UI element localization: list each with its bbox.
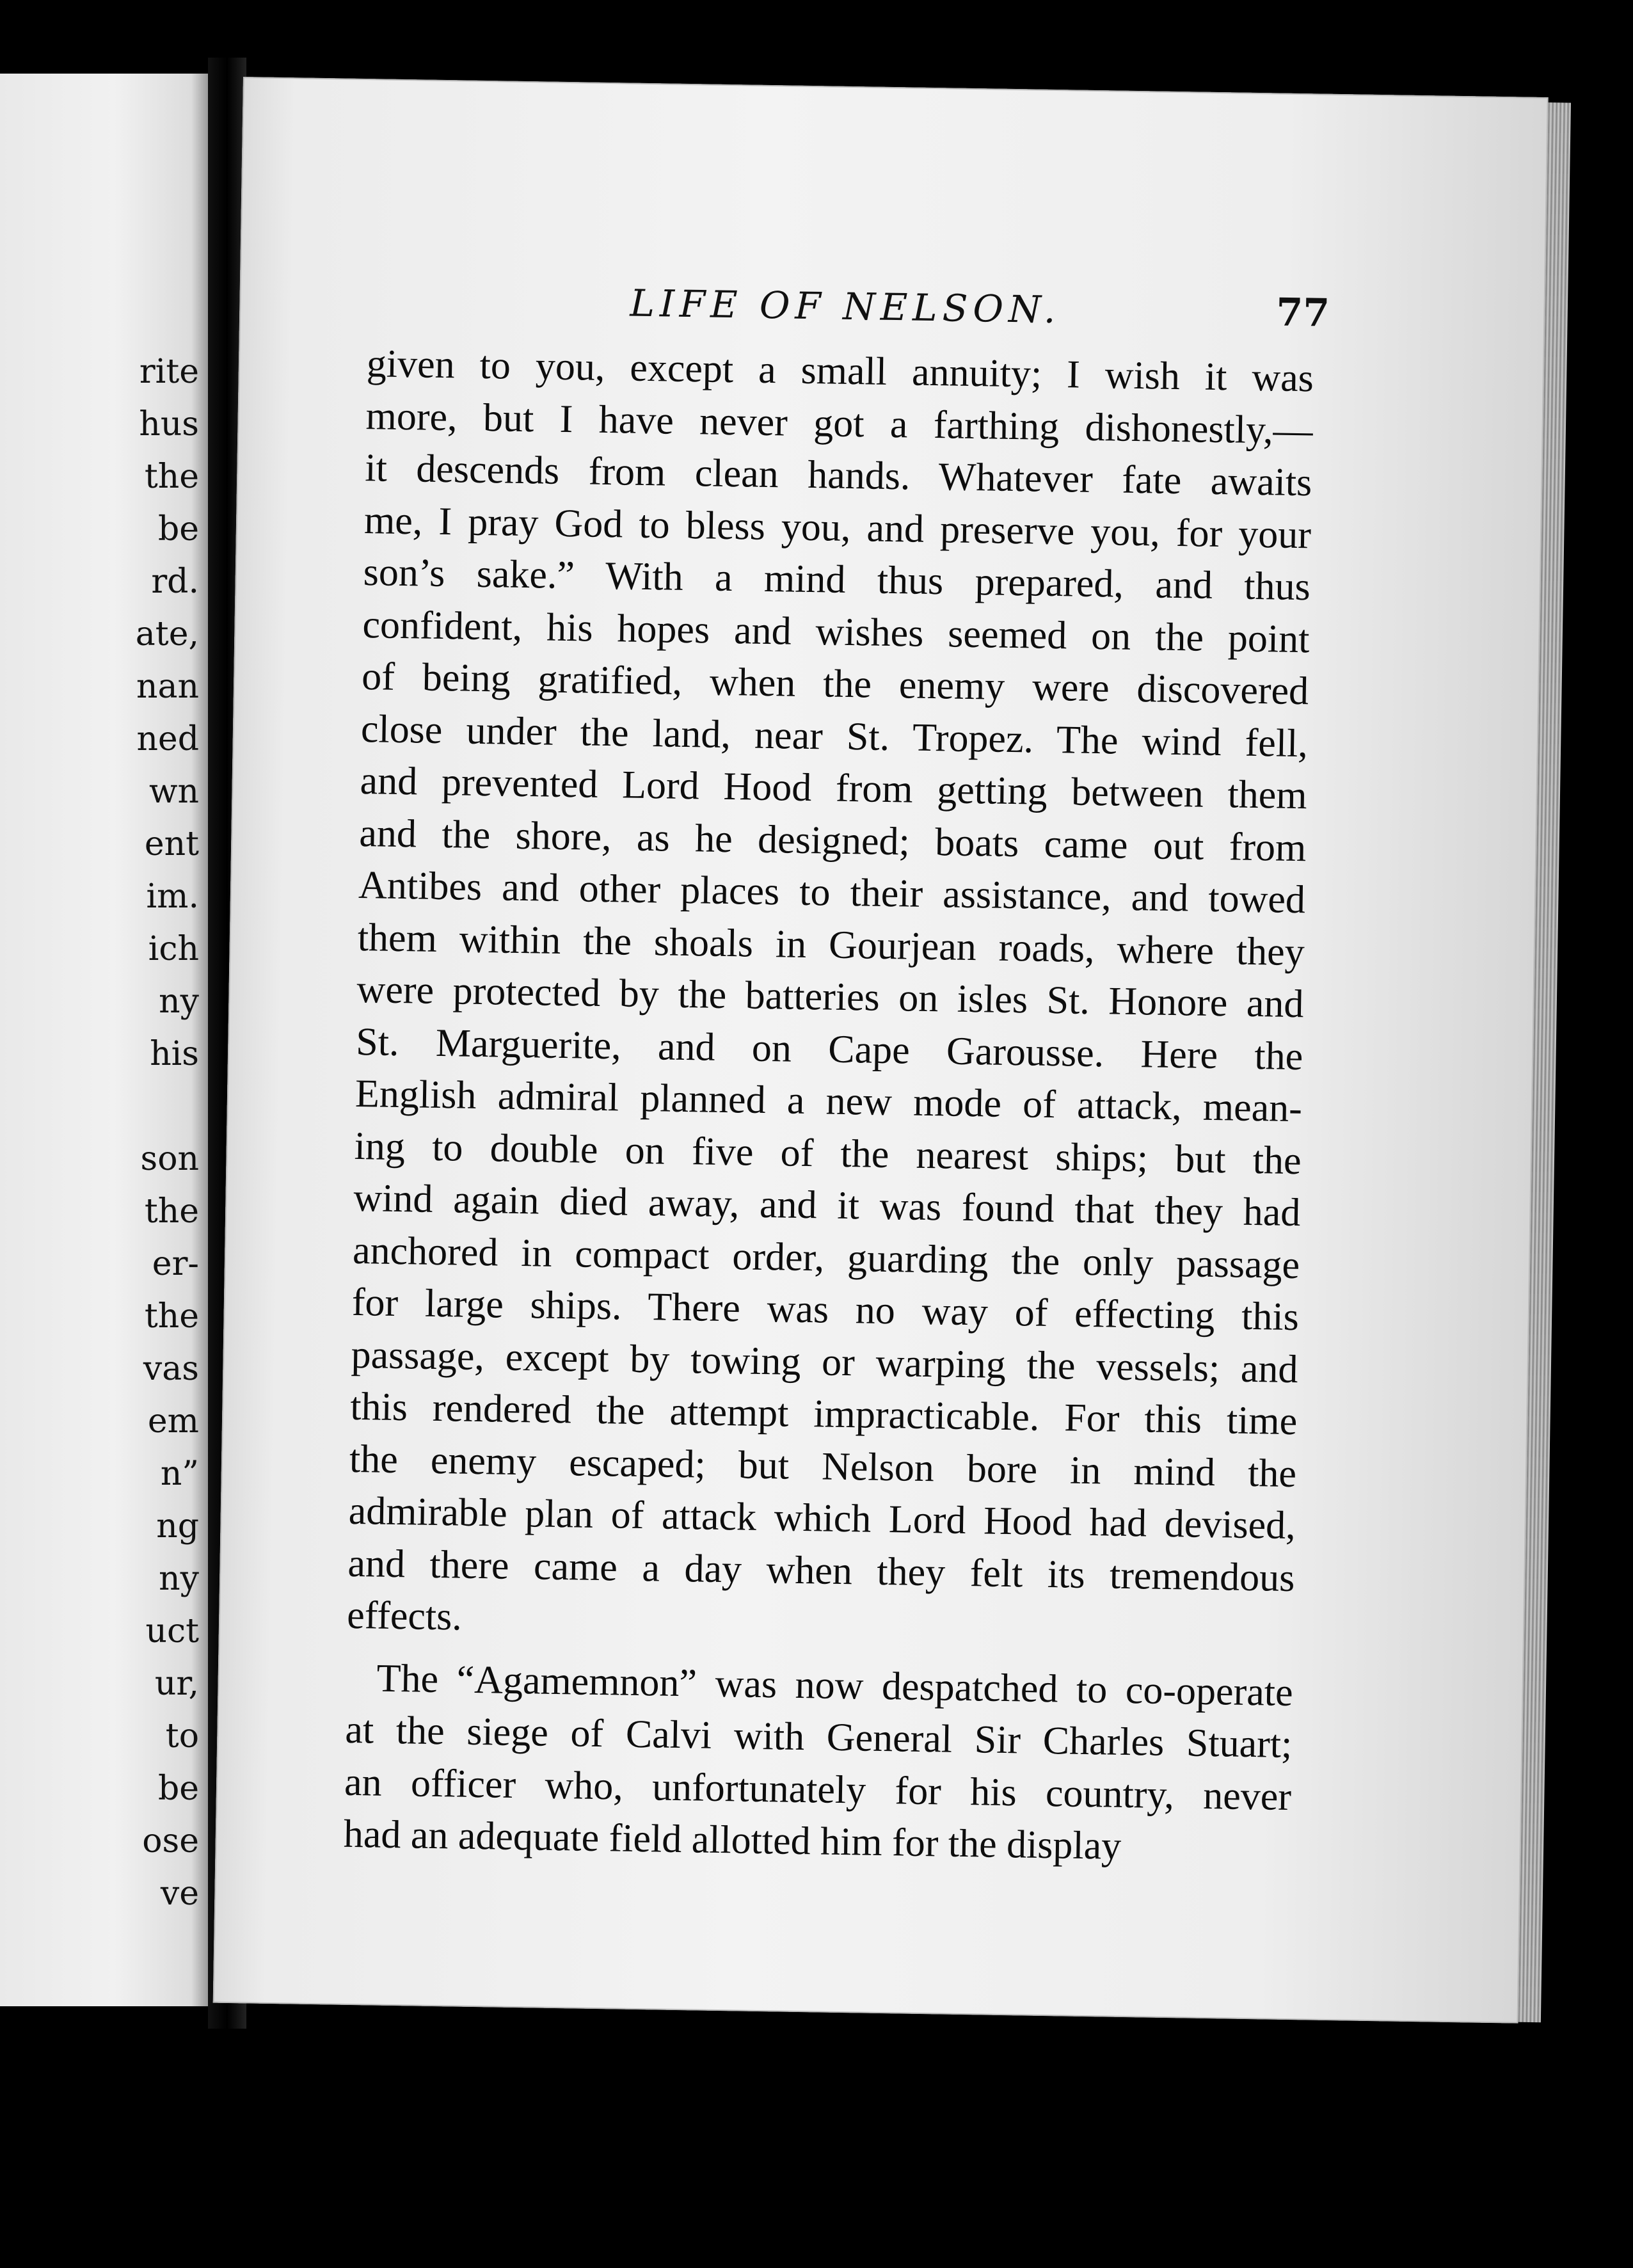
left-page-line-fragment: the — [144, 1297, 199, 1336]
left-page-line-fragment: ate, — [135, 615, 199, 653]
book-page — [213, 77, 1549, 2024]
paragraph — [343, 1652, 1293, 1875]
text-line: it descends from clean hands. Whatever fate awaits — [364, 446, 1312, 505]
text-line: given to you, except a small annuity; I wish it was — [366, 342, 1314, 401]
left-page-line-fragment: ur, — [154, 1665, 199, 1703]
text-line: admirable plan of attack which Lord Hood had devised, — [348, 1489, 1296, 1548]
left-page-line-fragment: ve — [160, 1874, 199, 1913]
text-line: and there came a day when they felt its tremendous — [347, 1541, 1295, 1600]
left-page-line-fragment: ent — [144, 825, 199, 863]
text-line: and prevented Lord Hood from getting between them — [360, 759, 1308, 818]
left-page-line-fragment: son — [140, 1140, 199, 1178]
paragraph — [347, 338, 1314, 1656]
left-page-line-fragment: ny — [159, 1560, 199, 1598]
running-head — [239, 269, 1545, 340]
text-line: Antibes and other places to their assistance, and towed — [358, 863, 1306, 922]
text-line: an officer who, unfortunately for his country, never — [344, 1760, 1292, 1819]
left-page-line-fragment: wn — [149, 772, 199, 811]
left-page-line-fragment: vas — [143, 1350, 199, 1388]
left-page-line-fragment: ng — [156, 1507, 199, 1545]
text-line: English admiral planned a new mode of attack, mean- — [354, 1071, 1303, 1131]
left-page-line-fragment: n” — [160, 1455, 199, 1493]
text-line: close under the land, near St. Tropez. The wind fell, — [360, 707, 1309, 765]
left-page-line-fragment: em — [147, 1402, 199, 1441]
left-page-line-fragment: im. — [146, 877, 199, 916]
text-line: had an adequate field allotted him for the display — [343, 1812, 1122, 1868]
text-line: confident, his hopes and wishes seemed on the point — [362, 602, 1310, 661]
text-line: were protected by the batteries on isles St. Honore and — [356, 967, 1304, 1026]
left-page-line-fragment: ny — [159, 982, 199, 1021]
text-line: St. Marguerite, and on Cape Garousse. Here the — [355, 1019, 1303, 1078]
text-line: passage, except by towing or warping the vessels; and — [351, 1332, 1299, 1391]
previous-page-fragment — [0, 74, 208, 2006]
text-line: wind again died away, and it was found that they had — [353, 1176, 1301, 1235]
body-text — [343, 338, 1314, 1875]
running-title: LIFE OF NELSON. — [629, 281, 1062, 332]
text-line: and the shore, as he designed; boats came out from — [358, 811, 1307, 870]
left-page-line-fragment: uct — [145, 1612, 199, 1650]
left-page-line-fragment: be — [157, 1769, 199, 1808]
text-line: anchored in compact order, guarding the only passage — [352, 1228, 1300, 1287]
text-line: this rendered the attempt impracticable. For this time — [349, 1384, 1298, 1444]
text-line: the enemy escaped; but Nelson bore in mind the — [349, 1437, 1297, 1496]
left-page-line-fragment: ose — [142, 1822, 199, 1860]
left-page-line-fragment: ned — [136, 720, 199, 758]
left-page-line-fragment: the — [144, 458, 199, 496]
left-page-line-fragment: rite — [139, 353, 199, 391]
text-line: effects. — [346, 1593, 463, 1639]
page-number: 77 — [1275, 290, 1330, 336]
text-line: more, but I have never got a farthing dishonestly,— — [365, 394, 1314, 452]
text-line: ing to double on five of the nearest ships; but the — [354, 1124, 1302, 1183]
left-page-line-fragment: the — [144, 1192, 199, 1231]
text-line: son’s sake.” With a mind thus prepared, and thus — [363, 550, 1311, 609]
text-line: at the siege of Calvi with General Sir Charles Stuart; — [344, 1707, 1293, 1767]
left-page-line-fragment: to — [165, 1717, 199, 1755]
text-line: of being gratified, when the enemy were discovered — [361, 655, 1309, 714]
text-line: me, I pray God to bless you, and preserve you, for your — [363, 498, 1312, 557]
left-page-line-fragment: his — [150, 1035, 199, 1073]
left-page-line-fragment: be — [157, 510, 199, 548]
text-line: for large ships. There was no way of effecting this — [351, 1280, 1300, 1339]
left-page-line-fragment: er- — [152, 1245, 199, 1283]
left-page-line-fragment: nan — [136, 667, 199, 706]
left-page-line-fragment: ich — [148, 930, 199, 968]
text-line: The “Agamemnon” was now despatched to co-operate — [376, 1656, 1294, 1714]
text-line: them within the shoals in Gourjean roads, where they — [357, 915, 1305, 974]
left-page-line-fragment: hus — [139, 405, 199, 443]
left-page-line-fragment: rd. — [151, 563, 199, 601]
